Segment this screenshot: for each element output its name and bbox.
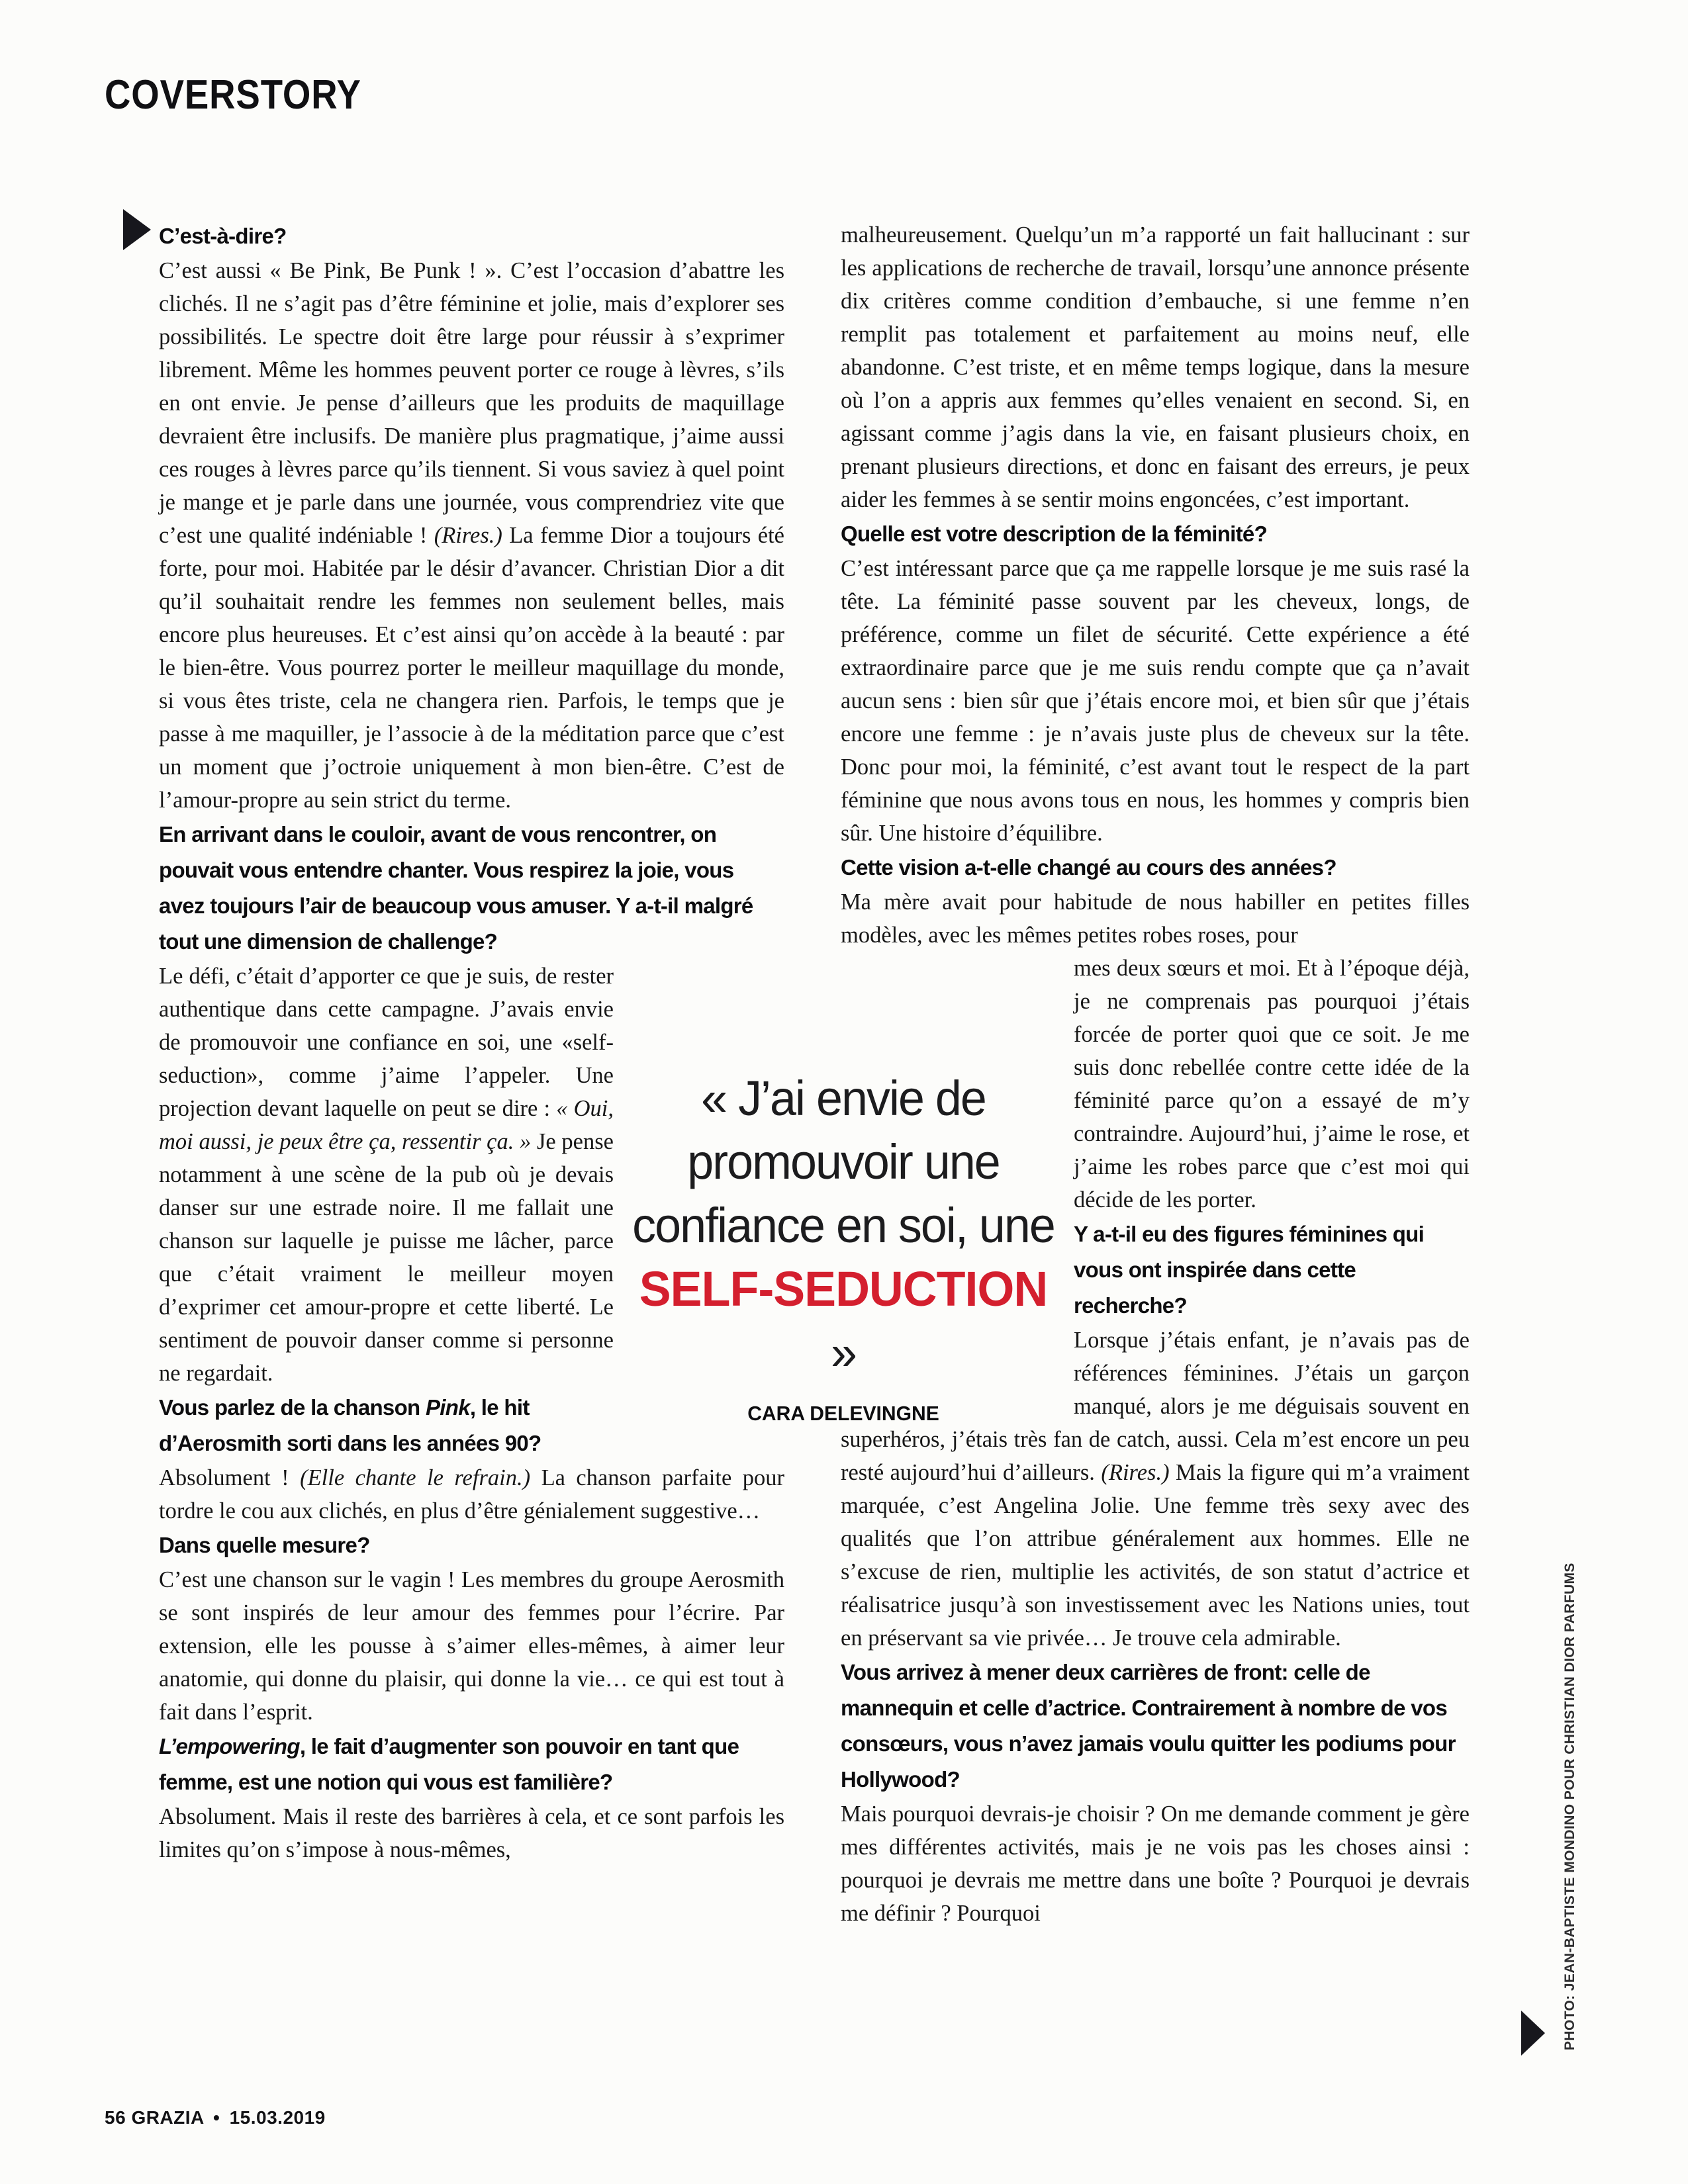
question-intro: C’est-à-dire? bbox=[159, 224, 287, 248]
article-start-arrow-icon bbox=[123, 209, 151, 250]
answer-figures: Lorsque j’étais enfant, je n’avais pas de références féminines. J’étais un garçon manqué, alors je me déguisais souvent en superhéros, j’étais très fan de catch, aussi. Cela m’est encore un peu resté aujourd’hui d’ailleurs. (Rires.) Mais la figure qui m’a vraiment marquée, c’est Angelina Jolie. Une femme très sexy avec des qualités que l’on attribue généralement aux hommes. Elle ne s’excuse de rien, multiplie les activités, de son statut d’actrice et réalisatrice jusqu’à son investissement avec les Nations unies, tout en préservant sa vie privée… Je trouve cela admirable. bbox=[841, 1328, 1470, 1651]
question-mesure: Dans quelle mesure? bbox=[159, 1533, 370, 1557]
answer-vision-part1: Ma mère avait pour habitude de nous habiller en petites filles modèles, avec les mêmes petites robes roses, pour bbox=[841, 889, 1470, 948]
footer-issue-date: 15.03.2019 bbox=[229, 2107, 326, 2128]
question-vision: Cette vision a-t-elle changé au cours des années? bbox=[841, 855, 1336, 880]
question-carrieres: Vous arrivez à mener deux carrières de front: celle de mannequin et celle d’actrice. Contrairement à nombre de vos consœurs, vous n’avez jamais voulu quitter les podiums pour Hollywood? bbox=[841, 1660, 1456, 1792]
pull-quote bbox=[621, 1067, 1065, 1426]
footer-magazine-name: GRAZIA bbox=[131, 2107, 204, 2128]
left-column bbox=[159, 218, 784, 1866]
section-label: COVERSTORY bbox=[105, 72, 361, 118]
answer-mesure: C’est une chanson sur le vagin ! Les membres du groupe Aerosmith se sont inspirés de leur amour des femmes pour l’écrire. Par extension, elle les pousse à s’aimer elles-mêmes, à aimer leur anatomie, qui donne du plaisir, qui donne la vie… ce qui est tout à fait dans l’esprit. bbox=[159, 1567, 784, 1725]
photo-credit: PHOTO: JEAN-BAPTISTE MONDINO POUR CHRISTIAN DIOR PARFUMS bbox=[1562, 1563, 1577, 2050]
pull-quote-text: « J’ai envie de promouvoir une confiance en soi, une SELF-SEDUCTION » bbox=[632, 1071, 1055, 1380]
answer-empowering: Absolument. Mais il reste des barrières à cela, et ce sont parfois les limites qu’on s’impose à nous-mêmes, bbox=[159, 1804, 784, 1862]
page-footer bbox=[105, 2107, 326, 2128]
answer-pink: Absolument ! (Elle chante le refrain.) La chanson parfaite pour tordre le cou aux clichés, en plus d’être génialement suggestive… bbox=[159, 1465, 784, 1524]
footer-page-number: 56 bbox=[105, 2107, 126, 2128]
answer-vision-part2: mes deux sœurs et moi. Et à l’époque déjà, je ne comprenais pas pourquoi j’étais forcée de porter quoi que ce soit. Je me suis donc rebellée contre cette idée de la féminité parce qu’on a essayé de m’y contraindre. Aujourd’hui, j’aime le rose, et j’aime les robes parce que c’est moi qui décide de les porter. bbox=[1074, 956, 1470, 1212]
question-pink: Vous parlez de la chanson Pink, le hit d’Aerosmith sorti dans les années 90? bbox=[159, 1395, 541, 1455]
question-figures: Y a-t-il eu des figures féminines qui vous ont inspirée dans cette recherche? bbox=[1074, 1222, 1425, 1318]
answer-continued: malheureusement. Quelqu’un m’a rapporté un fait hallucinant : sur les applications de recherche de travail, lorsqu’une annonce présente dix critères comme condition d’embauche, si une femme n’en remplit pas totalement et parfaitement au moins neuf, elle abandonne. C’est triste, et en même temps logique, dans la mesure où l’on a appris aux femmes qu’elles venaient en second. Si, en agissant comme j’agis dans la vie, en faisant plusieurs choix, en prenant plusieurs directions, et donc en faisant des erreurs, je peux aider les femmes à se sentir moins engoncées, c’est important. bbox=[841, 222, 1470, 512]
article-continues-arrow-icon bbox=[1521, 2011, 1545, 2056]
answer-intro: C’est aussi « Be Pink, Be Punk ! ». C’est l’occasion d’abattre les clichés. Il ne s’agit pas d’être féminine et jolie, mais d’explorer ses possibilités. Le spectre doit être large pour réussir à s’exprimer librement. Même les hommes peuvent porter ce rouge à lèvres, s’ils en ont envie. Je pense d’ailleurs que les produits de maquillage devraient être inclusifs. De manière plus pragmatique, j’aime aussi ces rouges à lèvres parce qu’ils tiennent. Si vous saviez à quel point je mange et je parle dans une journée, vous comprendriez vite que c’est une qualité indéniable ! (Rires.) La femme Dior a toujours été forte, pour moi. Habitée par le désir d’avancer. Christian Dior a dit qu’il souhaitait rendre les femmes non seulement belles, mais encore plus heureuses. Et c’est ainsi qu’on accède à la beauté : par le bien-être. Vous pourrez porter le meilleur maquillage du monde, si vous êtes triste, cela ne changera rien. Parfois, le temps que je passe à me maquiller, je l’associe à de la méditation parce que c’est un moment que j’octroie uniquement à mon bien-être. C’est de l’amour-propre au sein strict du terme. bbox=[159, 258, 784, 813]
answer-carrieres: Mais pourquoi devrais-je choisir ? On me demande comment je gère mes différentes activités, mais je ne vois pas les choses ainsi : pourquoi je devrais me mettre dans une boîte ? Pourquoi je devrais me définir ? Pourquoi bbox=[841, 1801, 1470, 1926]
answer-defi: Le défi, c’était d’apporter ce que je suis, de rester authentique dans cette campagne. J’avais envie de promouvoir une confiance en soi, une «self-seduction», comme j’aime l’appeler. Une projection devant laquelle on peut se dire : « Oui, moi aussi, je peux être ça, ressentir ça. » Je pense notamment à une scène de la pub où je devais danser sur une estrade noire. Il me fallait une chanson sur laquelle je puisse me lâcher, parce que c’était vraiment le meilleur moyen d’exprimer cet amour-propre et cette liberté. Le sentiment de pouvoir danser comme si personne ne regardait. bbox=[159, 964, 614, 1386]
question-couloir: En arrivant dans le couloir, avant de vous rencontrer, on pouvait vous entendre chanter. Vous respirez la joie, vous avez toujours l’air de beaucoup vous amuser. Y a-t-il malgré tout une dimension de challenge? bbox=[159, 822, 753, 954]
pull-quote-attribution: CARA DELEVINGNE bbox=[747, 1402, 939, 1425]
question-empowering: L’empowering, le fait d’augmenter son pouvoir en tant que femme, est une notion qui vous est familière? bbox=[159, 1734, 739, 1794]
question-feminite: Quelle est votre description de la féminité? bbox=[841, 522, 1268, 546]
answer-feminite: C’est intéressant parce que ça me rappelle lorsque je me suis rasé la tête. La féminité passe souvent par les cheveux, longs, de préférence, comme un filet de sécurité. Cette expérience a été extraordinaire parce que je me suis rendu compte que ça n’avait aucun sens : bien sûr que j’étais encore moi, et bien sûr que j’étais encore une femme : je n’avais juste plus de cheveux sur la tête. Donc pour moi, la féminité, c’est avant tout le respect de la part féminine que nous avons tous en nous, les hommes y compris bien sûr. Une histoire d’équilibre. bbox=[841, 556, 1470, 846]
footer-separator: • bbox=[213, 2107, 220, 2128]
